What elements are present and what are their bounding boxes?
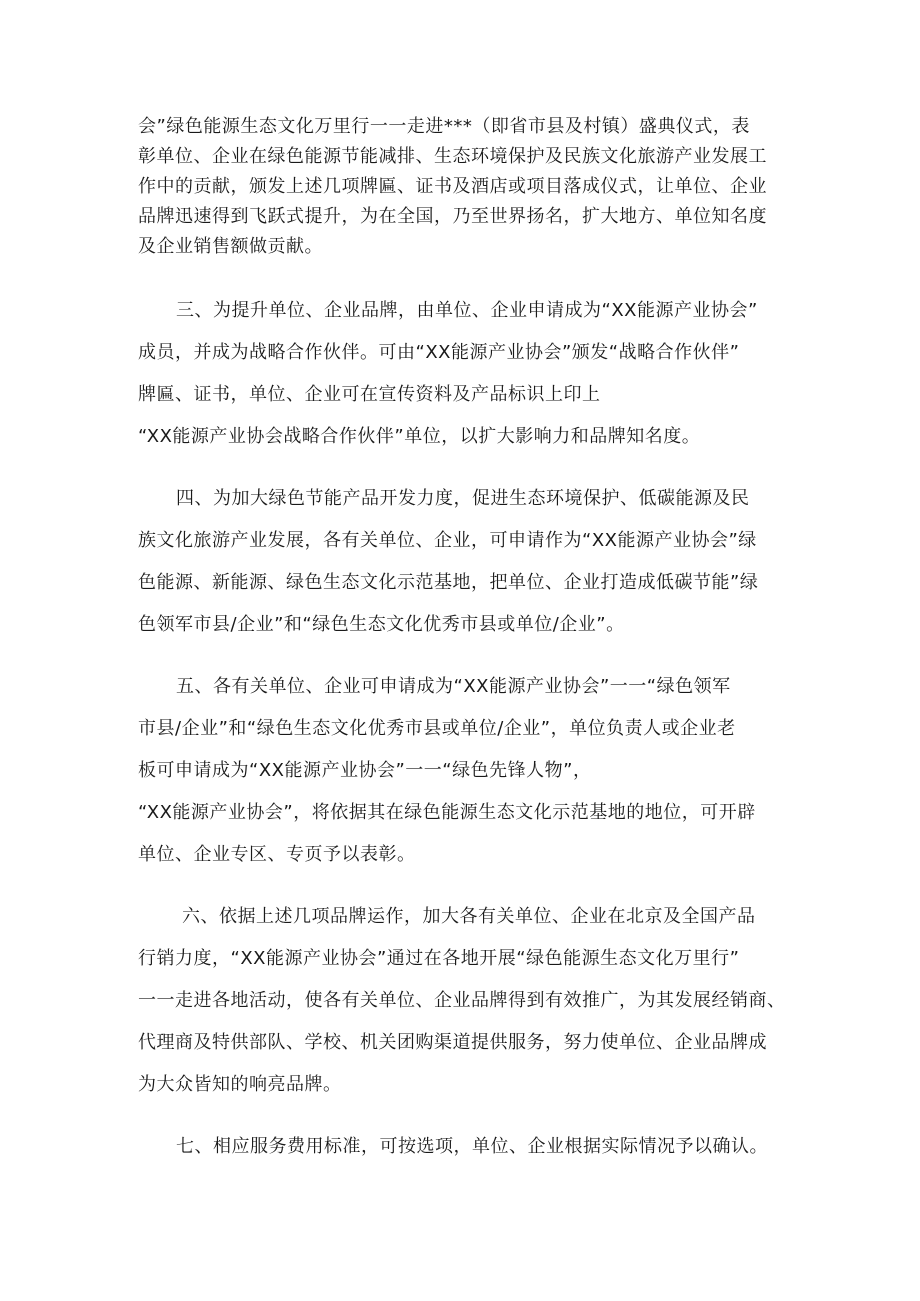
text-line: 五、各有关单位、企业可申请成为“XX能源产业协会”一一“绿色领军 [176,676,731,697]
text-line: 七、相应服务费用标准，可按选项，单位、企业根据实际情况予以确认。 [176,1136,768,1157]
text-line: 族文化旅游产业发展，各有关单位、企业，可申请作为“XX能源产业协会”绿 [138,530,757,551]
text-line: 色领军市县/企业”和“绿色生态文化优秀市县或单位/企业”。 [138,614,625,635]
text-line: “XX能源产业协会战略合作伙伴”单位，以扩大影响力和品牌知名度。 [138,426,701,447]
text-line: 品牌迅速得到飞跃式提升，为在全国，乃至世界扬名，扩大地方、单位知名度 [138,206,767,227]
text-line: 四、为加大绿色节能产品开发力度，促进生态环境保护、低碳能源及民 [176,488,750,509]
text-line: 六、依据上述几项品牌运作，加大各有关单位、企业在北京及全国产品 [182,906,756,927]
text-line: 一一走进各地活动，使各有关单位、企业品牌得到有效推广，为其发展经销商、 [138,990,786,1011]
text-line: 彰单位、企业在绿色能源节能减排、生态环境保护及民族文化旅游产业发展工 [138,146,767,167]
text-line: 及企业销售额做贡献。 [138,236,323,257]
text-line: 为大众皆知的响亮品牌。 [138,1074,342,1095]
text-line: 行销力度，“XX能源产业协会”通过在各地开展“绿色能源生态文化万里行” [138,948,740,969]
text-line: “XX能源产业协会”，将依据其在绿色能源生态文化示范基地的地位，可开辟 [138,802,756,823]
text-line: 三、为提升单位、企业品牌，由单位、企业申请成为“XX能源产业协会” [176,300,758,321]
text-line: 作中的贡献，颁发上述几项牌匾、证书及酒店或项目落成仪式，让单位、企业 [138,176,767,197]
text-line: 会”绿色能源生态文化万里行一一走进***（即省市县及村镇）盛典仪式，表 [138,116,750,137]
text-line: 牌匾、证书，单位、企业可在宣传资料及产品标识上印上 [138,384,601,405]
text-line: 单位、企业专区、专页予以表彰。 [138,844,416,865]
text-line: 代理商及特供部队、学校、机关团购渠道提供服务，努力使单位、企业品牌成 [138,1032,767,1053]
text-line: 色能源、新能源、绿色生态文化示范基地，把单位、企业打造成低碳节能”绿 [138,572,759,593]
text-line: 板可申请成为“XX能源产业协会”一一“绿色先锋人物”， [138,760,592,781]
text-line: 市县/企业”和“绿色生态文化优秀市县或单位/企业”，单位负责人或企业老 [138,718,736,739]
text-line: 成员，并成为战略合作伙伴。可由“XX能源产业协会”颁发“战略合作伙伴” [138,342,740,363]
